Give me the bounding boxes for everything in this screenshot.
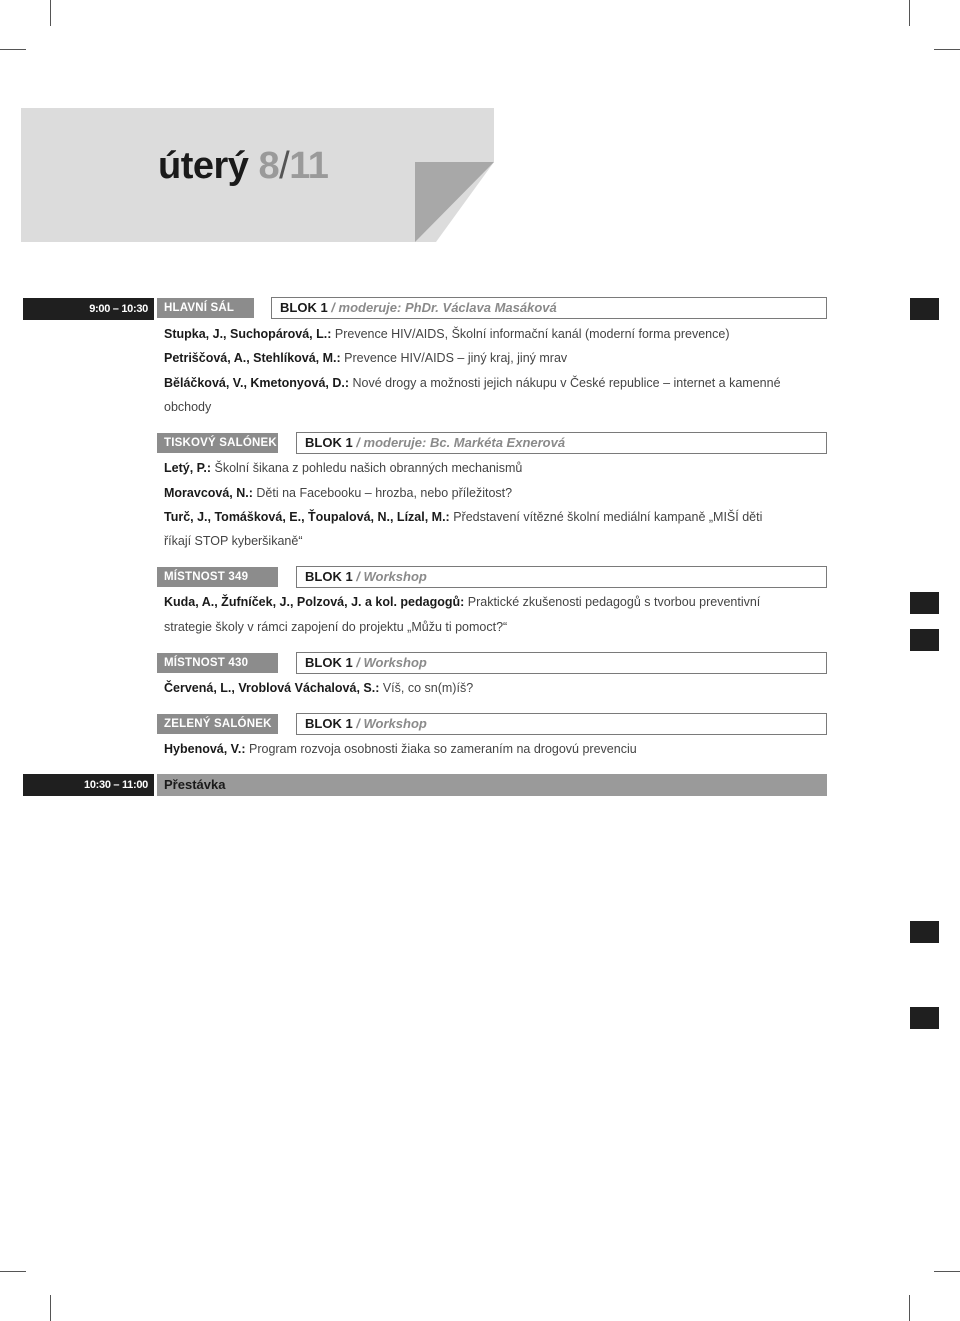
room-label-hlavni-sal: HLAVNÍ SÁL (157, 298, 254, 318)
crop-mark (0, 1271, 26, 1272)
talk-item (164, 326, 730, 342)
talk-title: Prevence HIV/AIDS – jiný kraj, jiný mrav (340, 351, 568, 365)
crop-mark (50, 1295, 51, 1321)
talk-item (164, 594, 760, 610)
room-label-mistnost-349: MÍSTNOST 349 (157, 567, 278, 587)
room-label-mistnost-430: MÍSTNOST 430 (157, 653, 278, 673)
block-moderator: / Workshop (352, 569, 427, 584)
talk-item (164, 485, 512, 501)
room-label-zeleny-salonek: ZELENÝ SALÓNEK (157, 714, 278, 734)
room-label-tiskovy-salonek: TISKOVÝ SALÓNEK (157, 433, 278, 453)
block-header-tiskovy-salonek (296, 432, 827, 454)
block-title: BLOK 1 (305, 435, 353, 450)
block-title: BLOK 1 (305, 655, 353, 670)
block-header-mistnost-349 (296, 566, 827, 588)
index-tab (910, 1007, 939, 1029)
block-header-hlavni-sal (271, 297, 827, 319)
index-tab (910, 298, 939, 320)
day-name: úterý (158, 145, 249, 187)
talk-title-continuation: obchody (164, 400, 212, 414)
index-tab (910, 592, 939, 614)
date-day: 8 (258, 145, 280, 187)
block-moderator: / Workshop (352, 716, 427, 731)
talk-title-continuation: strategie školy v rámci zapojení do projektu „Můžu ti pomoct?“ (164, 620, 508, 634)
talk-item (164, 375, 781, 391)
talk-authors: Hybenová, V.: (164, 742, 246, 756)
talk-authors: Červená, L., Vroblová Váchalová, S.: (164, 681, 380, 695)
block-title: BLOK 1 (280, 300, 328, 315)
talk-item (164, 460, 522, 476)
block-moderator: / Workshop (352, 655, 427, 670)
talk-authors: Běláčková, V., Kmetonyová, D.: (164, 376, 350, 390)
crop-mark (909, 0, 910, 26)
crop-mark (934, 1271, 960, 1272)
talk-title-continuation: říkají STOP kyberšikaně“ (164, 534, 303, 548)
talk-authors: Letý, P.: (164, 461, 212, 475)
index-tab (910, 921, 939, 943)
talk-title: Představení vítězné školní mediální kampaně „MIŠÍ děti (449, 510, 763, 524)
page-title (158, 145, 328, 188)
talk-authors: Stupka, J., Suchopárová, L.: (164, 327, 332, 341)
time-slot-2: 10:30 – 11:00 (23, 774, 154, 796)
block-header-zeleny-salonek (296, 713, 827, 735)
talk-item (164, 509, 762, 525)
talk-authors: Petriščová, A., Stehlíková, M.: (164, 351, 341, 365)
talk-title: Prevence HIV/AIDS, Školní informační kanál (moderní forma prevence) (331, 327, 730, 341)
index-tab (910, 629, 939, 651)
talk-item (164, 741, 637, 757)
block-header-mistnost-430 (296, 652, 827, 674)
talk-item (164, 680, 473, 696)
break-bar: Přestávka (157, 774, 827, 796)
crop-mark (0, 49, 26, 50)
talk-authors: Turč, J., Tomášková, E., Ťoupalová, N., Lízal, M.: (164, 510, 450, 524)
talk-title: Děti na Facebooku – hrozba, nebo příležitost? (252, 486, 513, 500)
talk-title: Praktické zkušenosti pedagogů s tvorbou preventivní (464, 595, 761, 609)
date-month: 11 (289, 145, 329, 187)
talk-title: Program rozvoja osobnosti žiaka so zameraním na drogovú prevenciu (245, 742, 637, 756)
block-moderator: / moderuje: Bc. Markéta Exnerová (352, 435, 566, 450)
talk-title: Školní šikana z pohledu našich obranných mechanismů (211, 461, 523, 475)
talk-authors: Moravcová, N.: (164, 486, 253, 500)
block-title: BLOK 1 (305, 716, 353, 731)
block-title: BLOK 1 (305, 569, 353, 584)
talk-title: Víš, co sn(m)íš? (379, 681, 474, 695)
talk-title: Nové drogy a možnosti jejich nákupu v České republice – internet a kamenné (349, 376, 781, 390)
crop-mark (934, 49, 960, 50)
date-separator: / (279, 145, 290, 187)
crop-mark (909, 1295, 910, 1321)
time-slot-1: 9:00 – 10:30 (23, 298, 154, 320)
block-moderator: / moderuje: PhDr. Václava Masáková (327, 300, 557, 315)
talk-authors: Kuda, A., Žufníček, J., Polzová, J. a kol. pedagogů: (164, 595, 465, 609)
talk-item (164, 350, 567, 366)
crop-mark (50, 0, 51, 26)
